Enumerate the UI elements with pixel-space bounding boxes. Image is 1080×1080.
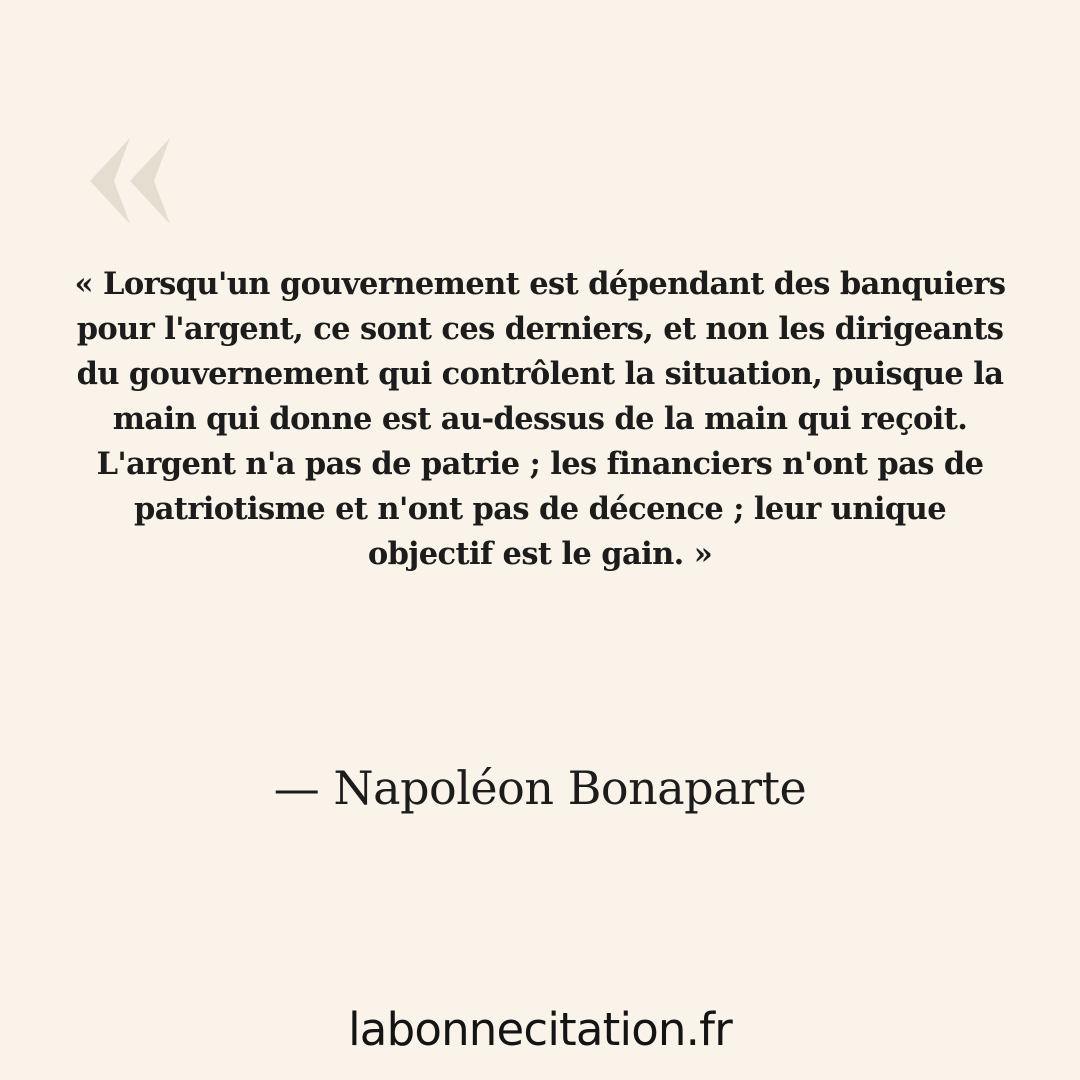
quote-text: « Lorsqu'un gouvernement est dépendant des banquiers pour l'argent, ce sont ces derniers, et non les dirigeants du gouvernement qui contrôlent la situation, puisque la main qui donne est au-dessus de la main qui reçoit. L'argent n'a pas de patrie ; les financiers n'ont pas de patriotisme et n'ont pas de décence ; leur unique objectif est le gain. » xyxy=(74,266,1006,572)
quote-author: — Napoléon Bonaparte xyxy=(273,761,807,815)
double-chevron-quote-icon xyxy=(88,136,172,226)
site-url: labonnecitation.fr xyxy=(348,1003,732,1056)
